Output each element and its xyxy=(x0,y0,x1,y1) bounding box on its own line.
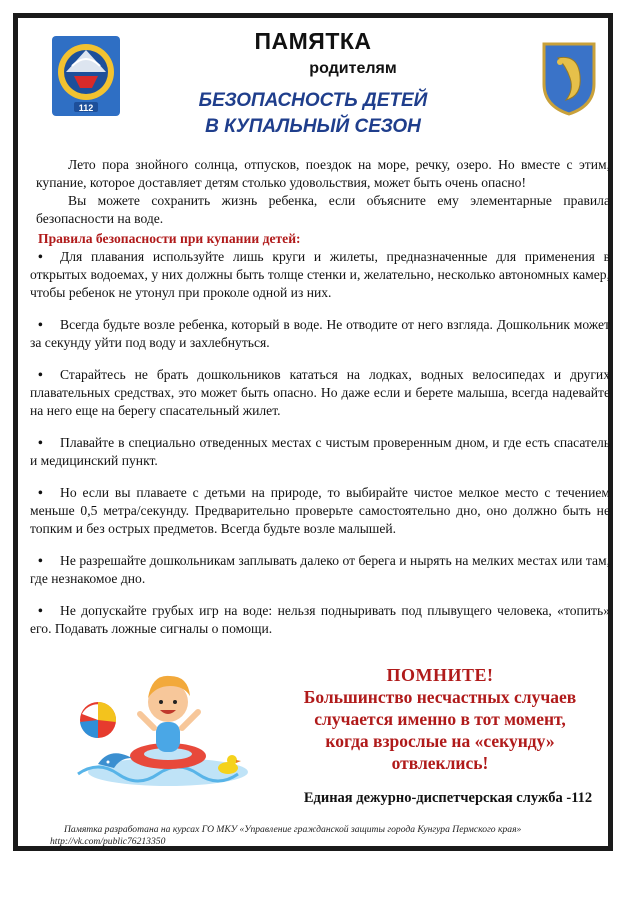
footer-note xyxy=(50,824,610,848)
intro-paragraph-2: Вы можете сохранить жизнь ребенка, если объясните ему элементарные правила безопасности на воде. xyxy=(36,193,610,226)
topic-line-2: В КУПАЛЬНЫЙ СЕЗОН xyxy=(205,116,421,137)
bullet-icon: • xyxy=(38,603,43,618)
remember-line-4: отвлеклись! xyxy=(391,753,489,773)
rule-text: Не допускайте грубых игр на воде: нельзя подныривать под плывущего человека, «топить» его. Подавать ложные сигналы о помощи. xyxy=(30,603,610,636)
rule-item xyxy=(30,248,610,302)
emblem-number: 112 xyxy=(78,103,94,113)
bullet-icon: • xyxy=(38,485,43,500)
page-title: ПАМЯТКА xyxy=(254,28,372,54)
rule-item xyxy=(30,602,610,638)
rule-text: Не разрешайте дошкольникам заплывать далеко от берега и нырять на мелких местах или там, где незнакомое дно. xyxy=(30,553,610,586)
page-subtitle: родителям xyxy=(309,60,397,77)
remember-heading: ПОМНИТЕ! xyxy=(386,665,494,685)
rule-text: Плавайте в специально отведенных местах с чистым проверенным дном, и где есть спасатель и медицинский пункт. xyxy=(30,435,610,468)
rule-item xyxy=(30,434,610,470)
remember-line-3: когда взрослые на «секунду» xyxy=(325,731,555,751)
child-swimming-illustration xyxy=(68,664,248,794)
bullet-icon: • xyxy=(38,367,43,382)
rules-heading: Правила безопасности при купании детей: xyxy=(38,231,301,246)
rule-text: Но если вы плаваете с детьми на природе, то выбирайте чистое мелкое место с течением меньше 0,5 метра/секунду. Предварительно проверьте самостоятельно дно, оно должно быть не топким и без острых предметов. Всегда будьте возле малышей. xyxy=(30,485,610,536)
rule-item xyxy=(30,552,610,588)
intro-paragraph-1: Лето пора знойного солнца, отпусков, поездок на море, речку, озеро. Но вместе с этим, купание, которое доставляет детям столько удовольствия, может быть очень опасно! xyxy=(36,157,610,190)
page-frame xyxy=(13,13,613,851)
rule-text: Всегда будьте возле ребенка, который в воде. Не отводите от него взгляда. Дошкольник может за секунду уйти под воду и захлебнуться. xyxy=(30,317,610,350)
rule-text: Для плавания используйте лишь круги и жилеты, предназначенные для применения в открытых водоемах, у них должны быть толще стенки и, желательно, несколько автономных камер, чтобы ребенок не утонул при проколе одной из них. xyxy=(30,249,610,300)
document-body xyxy=(30,156,610,638)
remember-line-2: случается именно в тот момент, xyxy=(314,709,566,729)
emergency-service-line: Единая дежурно-диспетчерская служба -112 xyxy=(303,790,593,806)
header xyxy=(18,18,608,168)
footer-link[interactable]: http://vk.com/public76213350 xyxy=(50,836,166,847)
bullet-icon: • xyxy=(38,249,43,264)
remember-notice xyxy=(290,664,590,774)
rule-text: Старайтесь не брать дошкольников кататься на лодках, водных велосипедах и других плавательных средствах, это может быть опасно. Но даже если и берете малыша, всегда надевайте на него еще на берегу спасательный жилет. xyxy=(30,367,610,418)
topic-line-1: БЕЗОПАСНОСТЬ ДЕТЕЙ xyxy=(198,90,428,111)
remember-line-1: Большинство несчастных случаев xyxy=(303,687,577,707)
bullet-icon: • xyxy=(38,435,43,450)
page-topic xyxy=(18,88,608,140)
bullet-icon: • xyxy=(38,553,43,568)
rule-item xyxy=(30,316,610,352)
bullet-icon: • xyxy=(38,317,43,332)
footer-credits: Памятка разработана на курсах ГО МКУ «Управление гражданской защиты города Кунгура Пермского края» xyxy=(64,824,522,835)
city-coat-of-arms-icon xyxy=(540,40,598,118)
rule-item xyxy=(30,366,610,420)
rule-item xyxy=(30,484,610,538)
